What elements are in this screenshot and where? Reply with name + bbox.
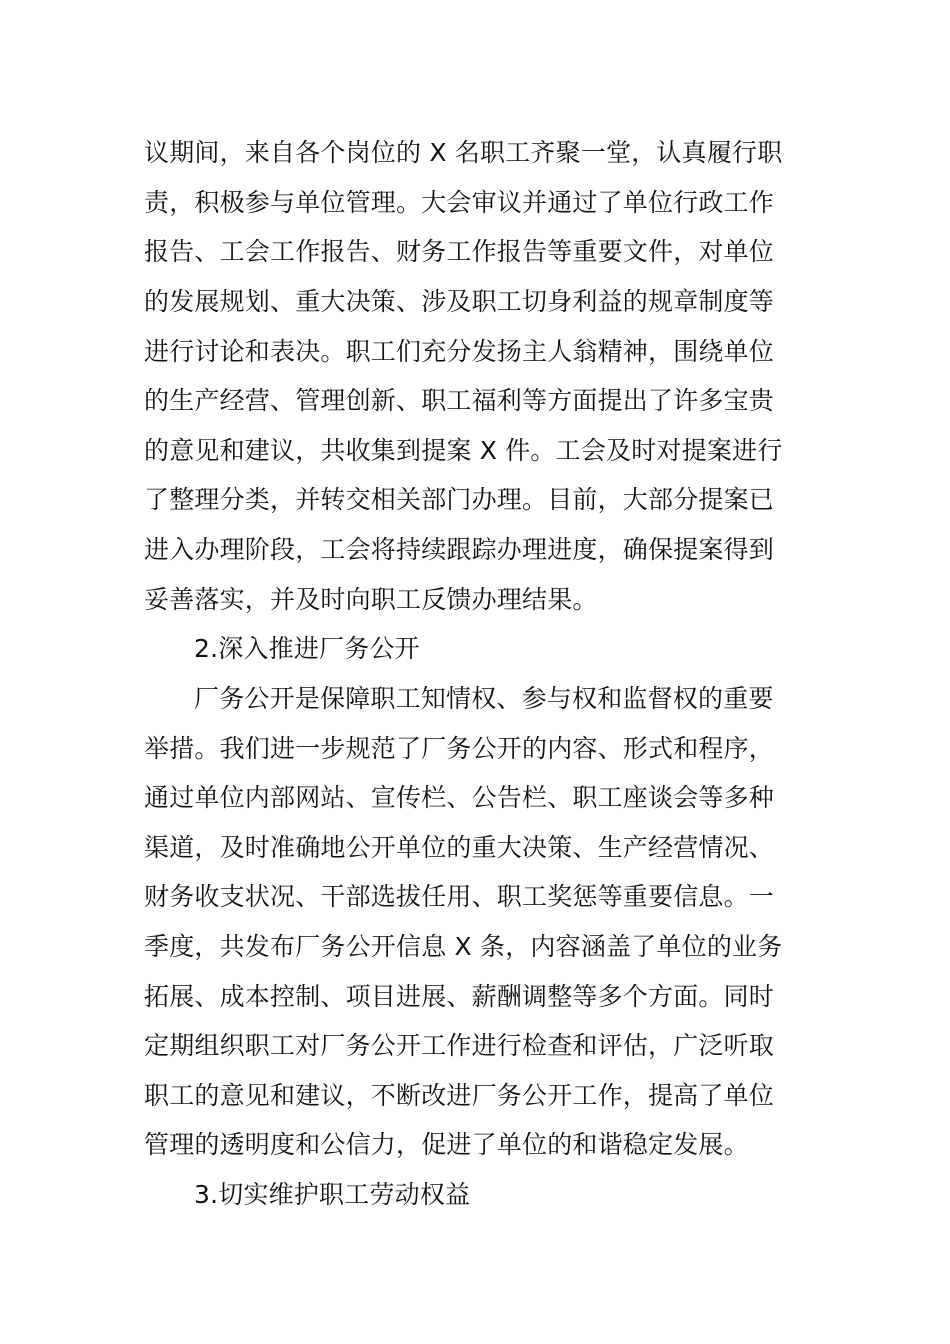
- body-text-line: 进行讨论和表决。职工们充分发扬主人翁精神，围绕单位: [144, 337, 775, 366]
- section-heading: 3.切实维护职工劳动权益: [194, 1180, 471, 1209]
- paragraph-first-line: 厂务公开是保障职工知情权、参与权和监督权的重要: [194, 684, 774, 713]
- body-text-line: 季度，共发布厂务公开信息 X 条，内容涵盖了单位的业务: [144, 932, 783, 961]
- body-text-line: 了整理分类，并转交相关部门办理。目前，大部分提案已: [144, 485, 775, 514]
- body-text-line: 举措。我们进一步规范了厂务公开的内容、形式和程序，: [144, 734, 775, 763]
- body-text-line: 的意见和建议，共收集到提案 X 件。工会及时对提案进行: [144, 436, 783, 465]
- body-text-line: 的生产经营、管理创新、职工福利等方面提出了许多宝贵: [144, 386, 775, 415]
- body-text-line: 议期间，来自各个岗位的 X 名职工齐聚一堂，认真履行职: [144, 138, 783, 167]
- body-text-line: 渠道，及时准确地公开单位的重大决策、生产经营情况、: [144, 833, 775, 862]
- body-text-line: 进入办理阶段，工会将持续跟踪办理进度，确保提案得到: [144, 535, 775, 564]
- body-text-line: 职工的意见和建议，不断改进厂务公开工作，提高了单位: [144, 1081, 775, 1110]
- body-text-line: 的发展规划、重大决策、涉及职工切身利益的规章制度等: [144, 287, 775, 316]
- body-text-line: 拓展、成本控制、项目进展、薪酬调整等多个方面。同时: [144, 982, 775, 1011]
- body-text-line: 报告、工会工作报告、财务工作报告等重要文件，对单位: [144, 237, 775, 266]
- body-text-line: 定期组织职工对厂务公开工作进行检查和评估，广泛听取: [144, 1031, 775, 1060]
- body-text-line: 通过单位内部网站、宣传栏、公告栏、职工座谈会等多种: [144, 783, 775, 812]
- body-text-line: 责，积极参与单位管理。大会审议并通过了单位行政工作: [144, 188, 775, 217]
- body-text-line: 管理的透明度和公信力，促进了单位的和谐稳定发展。: [144, 1130, 749, 1159]
- body-text-line: 财务收支状况、干部选拔任用、职工奖惩等重要信息。一: [144, 882, 775, 911]
- body-text-line: 妥善落实，并及时向职工反馈办理结果。: [144, 585, 598, 614]
- section-heading: 2.深入推进厂务公开: [194, 634, 420, 663]
